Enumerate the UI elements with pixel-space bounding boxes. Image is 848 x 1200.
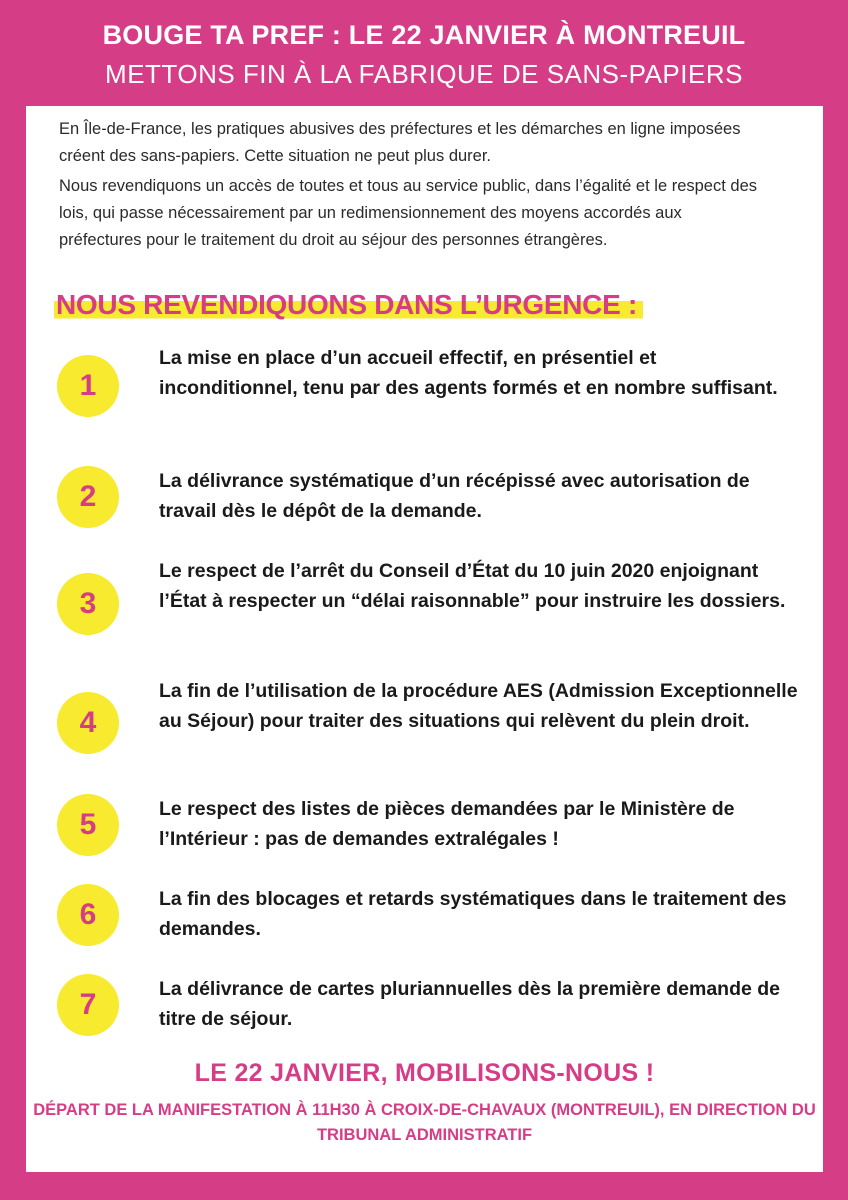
demand-text: La mise en place d’un accueil effectif, en présentiel et inconditionnel, tenu par des agents formés et en nombre suffisant. [159,347,778,399]
event-details: DÉPART DE LA MANIFESTATION À 11H30 À CROIX-DE-CHAVAUX (MONTREUIL), EN DIRECTION DU TRIBUNAL ADMINISTRATIF [33,1101,816,1144]
demands-heading: NOUS REVENDIQUONS DANS L’URGENCE : [54,289,643,321]
number-badge: 2 [57,466,119,528]
content-panel [26,106,823,1172]
intro-paragraph-2: Nous revendiquons un accès de toutes et tous au service public, dans l’égalité et le respect des lois, qui passe nécessairement par un redimensionnement des moyens accordés aux préfectures pour le traitement du droit au séjour des personnes étrangères. [59,177,758,249]
demand-text: La délivrance de cartes pluriannuelles dès la première demande de titre de séjour. [159,978,781,1030]
page-subtitle: METTONS FIN À LA FABRIQUE DE SANS-PAPIERS [105,59,743,89]
number-badge: 6 [57,884,119,946]
page-title: BOUGE TA PREF : LE 22 JANVIER À MONTREUIL [102,20,746,50]
number-badge: 5 [57,794,119,856]
number-badge: 7 [57,974,119,1036]
demand-text: La délivrance systématique d’un récépissé avec autorisation de travail dès le dépôt de la demande. [159,470,750,522]
number-badge: 3 [57,573,119,635]
call-to-action: LE 22 JANVIER, MOBILISONS-NOUS ! [194,1059,655,1087]
number-badge: 4 [57,692,119,754]
demand-text: La fin de l’utilisation de la procédure AES (Admission Exceptionnelle au Séjour) pour traiter des situations qui relèvent du plein droit. [159,680,798,732]
number-badge: 1 [57,355,119,417]
demands-heading-wrap [54,289,643,321]
header-banner [0,0,848,108]
demand-text: Le respect de l’arrêt du Conseil d’État du 10 juin 2020 enjoignant l’État à respecter un “délai raisonnable” pour instruire les dossiers. [159,560,786,612]
intro-paragraph-1: En Île-de-France, les pratiques abusives des préfectures et les démarches en ligne imposées créent des sans-papiers. Cette situation ne peut plus durer. [59,120,741,165]
demand-text: Le respect des listes de pièces demandées par le Ministère de l’Intérieur : pas de demandes extralégales ! [159,798,735,850]
demand-text: La fin des blocages et retards systématiques dans le traitement des demandes. [159,888,787,940]
